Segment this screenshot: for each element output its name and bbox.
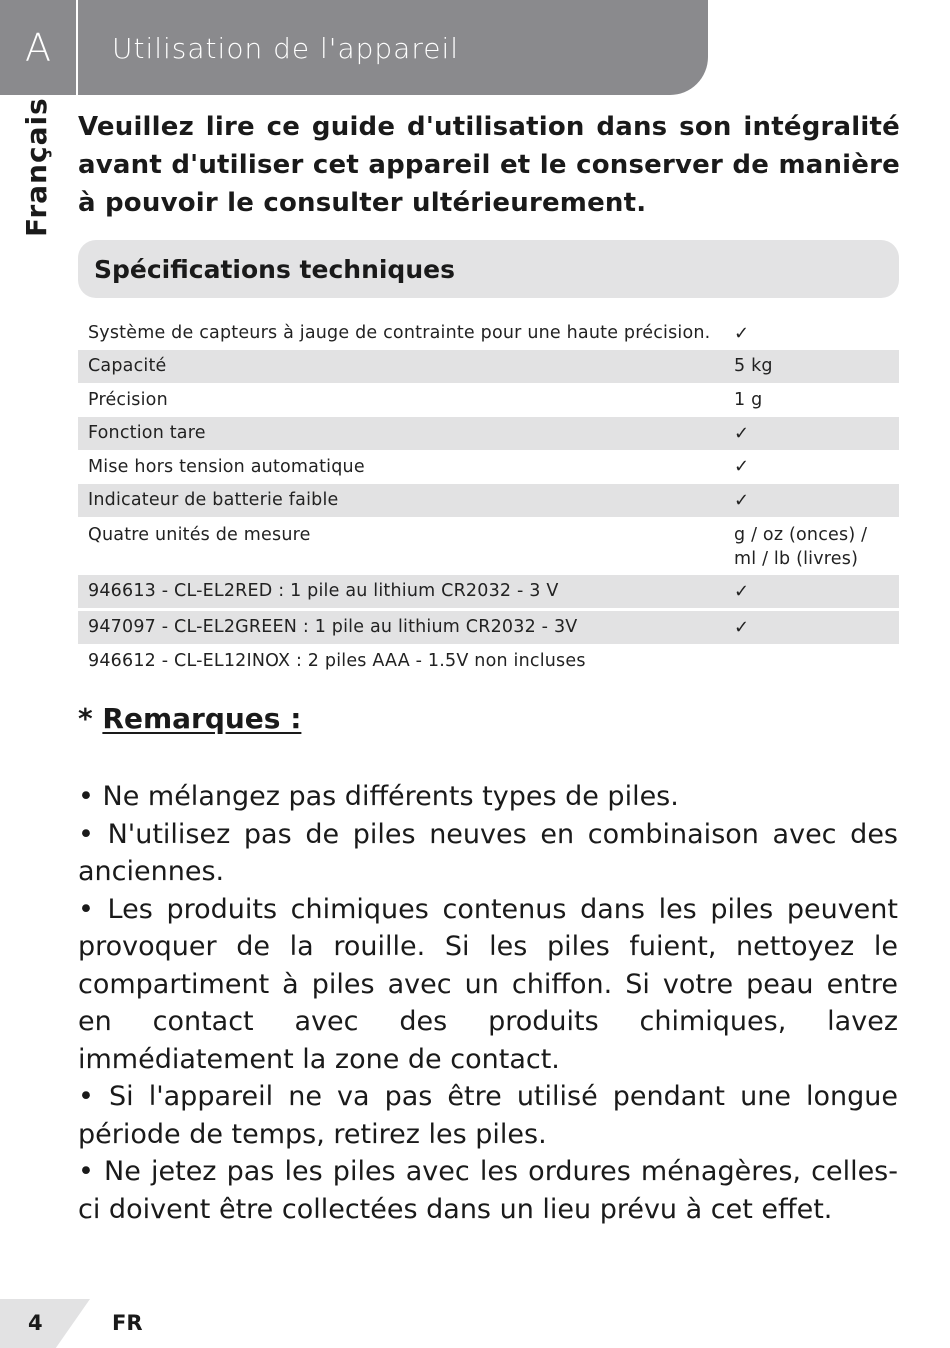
check-icon: ✓	[734, 617, 750, 638]
header-divider	[76, 0, 78, 95]
page-title: Utilisation de l'appareil	[112, 32, 460, 65]
intro-paragraph: Veuillez lire ce guide d'utilisation dans son intégralité avant d'utiliser cet appareil et le conserver de manière à pouvoir le consulter ultérieurement.	[78, 112, 900, 218]
spec-value: 5 kg	[734, 356, 773, 376]
spec-row	[78, 317, 899, 350]
specs-heading	[78, 240, 899, 298]
page-number: 4	[28, 1311, 43, 1335]
remark-item: • Ne jetez pas les piles avec les ordures ménagères, celles-ci doivent être collectées dans un lieu prévu à cet effet.	[78, 1156, 898, 1225]
spec-row	[78, 644, 899, 678]
remark-item: • Ne mélangez pas différents types de piles.	[78, 781, 679, 812]
section-letter: A	[25, 25, 51, 70]
remarks-prefix: *	[78, 702, 103, 735]
side-language-label	[20, 97, 60, 239]
check-icon: ✓	[734, 490, 750, 511]
spec-row	[78, 350, 899, 383]
spec-label: Mise hors tension automatique	[88, 457, 365, 477]
spec-label: Indicateur de batterie faible	[88, 490, 339, 510]
remark-item: • N'utilisez pas de piles neuves en combinaison avec des anciennes.	[78, 818, 898, 887]
spec-row	[78, 450, 899, 484]
side-language-text: Français	[20, 97, 53, 237]
spec-label: Précision	[88, 390, 168, 410]
spec-row	[78, 575, 899, 608]
spec-row	[78, 383, 899, 417]
footer-language: FR	[112, 1311, 143, 1335]
remark-item: • Les produits chimiques contenus dans les piles peuvent provoquer de la rouille. Si les piles fuient, nettoyez le compartiment à piles avec un chiffon. Si votre peau entre en contact avec des produits chimiques, lavez immédiatement la zone de contact.	[78, 893, 898, 1075]
spec-value: g / oz (onces) / ml / lb (livres)	[734, 525, 868, 569]
spec-label: 946613 - CL-EL2RED : 1 pile au lithium CR2032 - 3 V	[88, 581, 559, 601]
remarks-list	[78, 778, 898, 1228]
header-band	[0, 0, 708, 95]
spec-row	[78, 417, 899, 450]
spec-label: Fonction tare	[88, 423, 206, 443]
spec-label: 947097 - CL-EL2GREEN : 1 pile au lithium CR2032 - 3V	[88, 617, 578, 637]
check-icon: ✓	[734, 423, 750, 444]
footer-tab	[0, 1299, 90, 1348]
spec-row	[78, 484, 899, 517]
spec-label: Système de capteurs à jauge de contrainte pour une haute précision.	[88, 323, 711, 343]
spec-row	[78, 611, 899, 644]
specs-table	[78, 317, 899, 678]
spec-label: Quatre unités de mesure	[88, 525, 311, 545]
check-icon: ✓	[734, 456, 750, 477]
remark-item: • Si l'appareil ne va pas être utilisé pendant une longue période de temps, retirez les piles.	[78, 1081, 898, 1150]
check-icon: ✓	[734, 581, 750, 602]
spec-label: 946612 - CL-EL12INOX : 2 piles AAA - 1.5V non incluses	[88, 651, 586, 671]
spec-row	[78, 517, 899, 575]
specs-heading-text: Spécifications techniques	[94, 255, 455, 284]
check-icon: ✓	[734, 323, 750, 344]
spec-value	[724, 644, 899, 678]
spec-label: Capacité	[88, 356, 167, 376]
remarks-title: Remarques :	[102, 702, 302, 735]
spec-value: 1 g	[734, 390, 763, 410]
remarks-heading	[78, 702, 301, 735]
